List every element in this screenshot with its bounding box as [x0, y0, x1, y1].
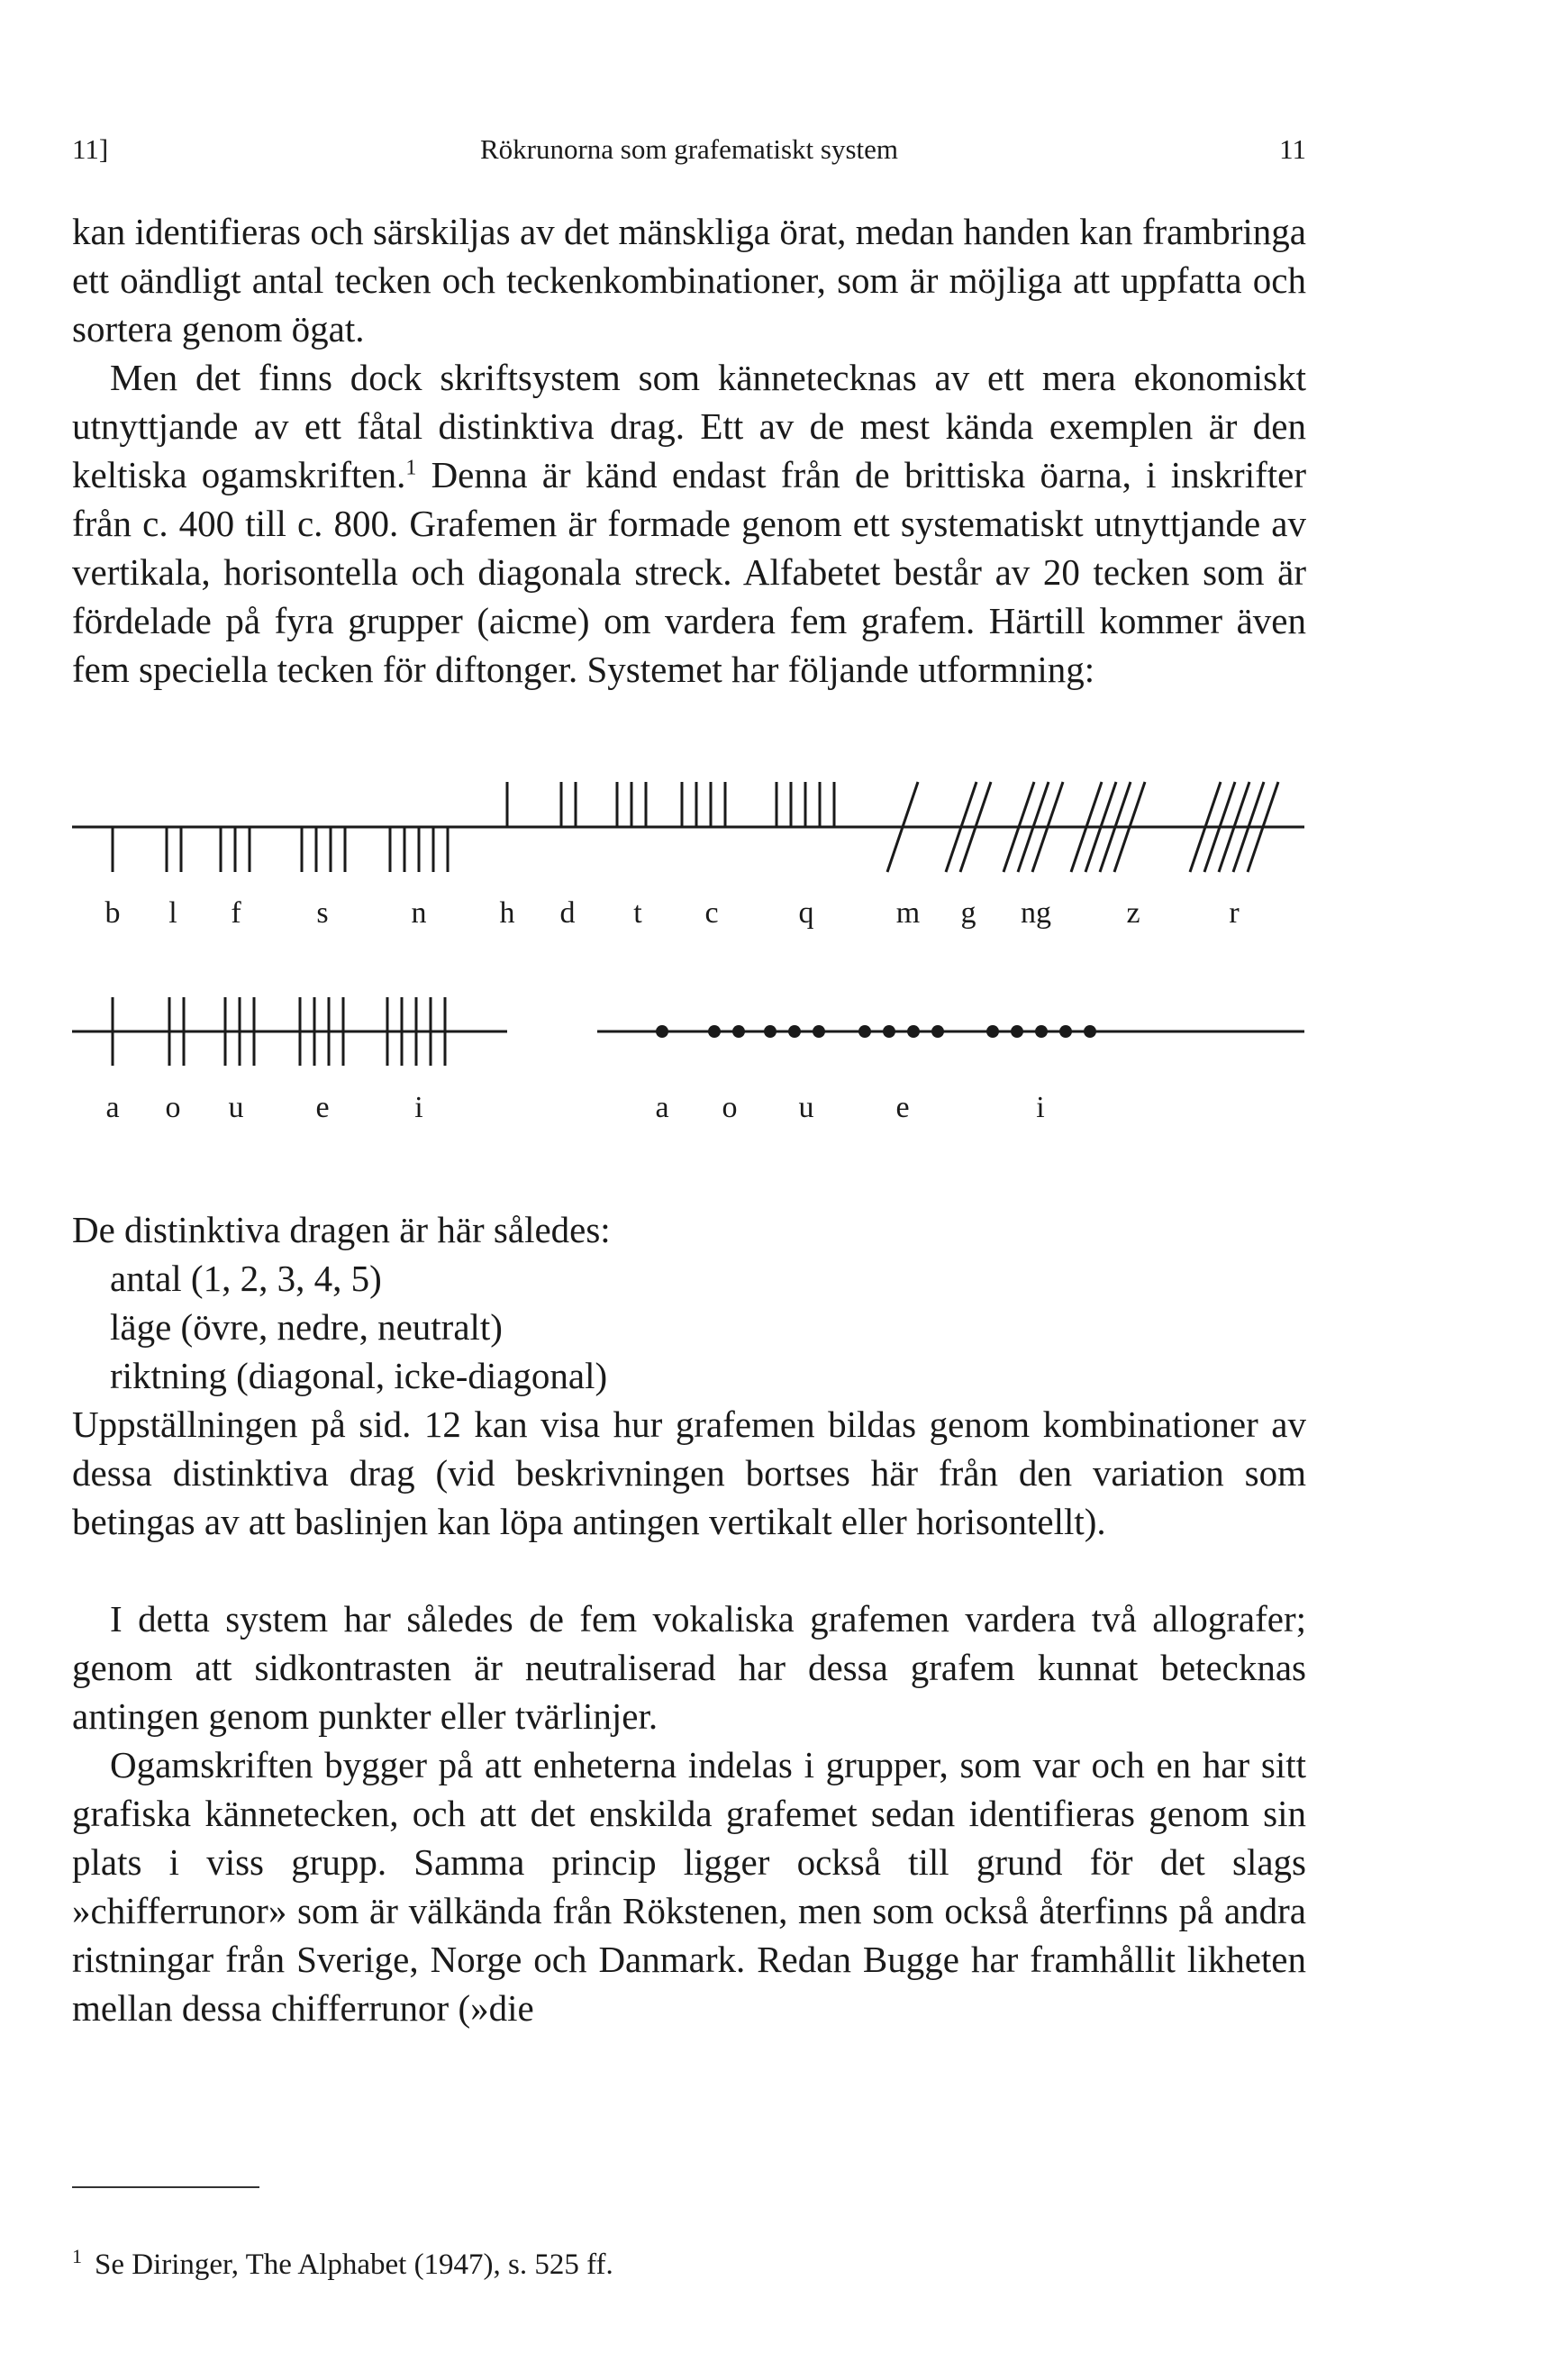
- section-marker: 11]: [72, 133, 109, 165]
- list-item: läge (övre, nedre, neutralt): [110, 1306, 503, 1348]
- paragraph-text: I detta system har således de fem vokaliska grafemen vardera två allografer; genom att sidkontrasten är neutraliserad har dessa grafem kunnat betecknas antingen genom punkter eller tvärlinjer.: [72, 1598, 1306, 1737]
- ogham-stroke: [1071, 782, 1102, 872]
- vowel-letter-label: u: [798, 1091, 814, 1124]
- ogham-letter-label: q: [798, 896, 814, 930]
- page-number: 11: [1279, 133, 1306, 165]
- ogham-letter-label: t: [633, 896, 642, 930]
- ogham-stroke: [960, 782, 991, 872]
- ogham-dot: [883, 1025, 895, 1038]
- paragraph: [72, 1400, 1306, 1546]
- footnote-reference: 1: [405, 456, 417, 480]
- ogham-dot: [907, 1025, 920, 1038]
- list-item: antal (1, 2, 3, 4, 5): [110, 1258, 382, 1299]
- paragraph: [72, 1740, 1306, 2032]
- ogham-dot: [1011, 1025, 1023, 1038]
- ogham-dot: [656, 1025, 668, 1038]
- ogham-stroke: [1032, 782, 1063, 872]
- ogham-dot: [788, 1025, 801, 1038]
- ogham-letter-label: l: [168, 896, 177, 930]
- ogham-letter-label: c: [704, 896, 719, 930]
- ogham-letter-label: b: [104, 896, 121, 930]
- paragraph: [72, 207, 1306, 353]
- paragraph-text-part: Men det finns dock skriftsystem som kännetecknas av ett mera ekonomiskt utnyttjande av ett fåtal distinktiva drag. Ett av de mest kända exemplen är den keltiska ogamskriften.: [72, 357, 1306, 495]
- paragraph-text: Ogamskriften bygger på att enheterna indelas i grupper, som var och en har sitt grafiska kännetecken, och att det enskilda grafemet sedan identifieras genom sin plats i viss grupp. Samma princip ligger också till grund för det slags »chifferrunor» som är välkända från Rökstenen, men som också återfinns på andra ristningar från Sverige, Norge och Danmark. Redan Bugge har framhållit likheten mellan dessa chifferrunor (»die: [72, 1744, 1306, 2029]
- ogham-stroke: [1233, 782, 1264, 872]
- ogham-dot: [986, 1025, 999, 1038]
- ogham-stroke: [1004, 782, 1034, 872]
- footnote: [72, 2247, 1306, 2283]
- running-head: [72, 133, 1306, 173]
- ogham-letter-label: r: [1229, 896, 1240, 930]
- paragraph-text: [72, 353, 1306, 694]
- ogham-dot: [764, 1025, 777, 1038]
- ogham-stroke: [1219, 782, 1249, 872]
- vowel-letter-label: o: [165, 1091, 181, 1124]
- distinctive-features-list: [72, 1205, 1306, 1400]
- footnote-separator: [72, 2186, 259, 2188]
- ogham-stroke: [1190, 782, 1221, 872]
- paragraph: [72, 1594, 1306, 1740]
- ogham-letter-label: s: [316, 896, 329, 930]
- ogham-stroke: [946, 782, 976, 872]
- paragraph-text: kan identifieras och särskiljas av det mänskliga örat, medan handen kan frambringa ett oändligt antal tecken och teckenkombinationer, som är möjliga att uppfatta och sortera genom ögat.: [72, 211, 1306, 350]
- ogham-stroke: [1204, 782, 1235, 872]
- ogham-dot: [858, 1025, 871, 1038]
- paragraph: [72, 353, 1306, 694]
- ogham-stroke: [1018, 782, 1049, 872]
- footnote-number: 1: [72, 2245, 82, 2267]
- ogham-dot: [1084, 1025, 1096, 1038]
- ogham-letter-label: h: [499, 896, 515, 930]
- vowel-letter-label: a: [655, 1091, 669, 1124]
- paragraph-text: Uppställningen på sid. 12 kan visa hur grafemen bildas genom kombinationer av dessa distinktiva drag (vid beskrivningen bortses här från den variation som betingas av att baslinjen kan löpa antingen vertikalt eller horisontellt).: [72, 1403, 1306, 1542]
- ogham-stroke: [1100, 782, 1131, 872]
- ogham-letter-label: d: [559, 896, 576, 930]
- vowel-letter-label: e: [315, 1091, 330, 1124]
- ogham-dot: [1059, 1025, 1072, 1038]
- ogham-letter-label: m: [895, 896, 921, 930]
- ogham-stroke: [887, 782, 918, 872]
- footnote-text: Se Diringer, The Alphabet (1947), s. 525 ff.: [95, 2248, 613, 2281]
- vowel-letter-label: i: [414, 1091, 423, 1124]
- vowel-letter-label: o: [722, 1091, 738, 1124]
- ogham-dot: [931, 1025, 944, 1038]
- list-item: riktning (diagonal, icke-diagonal): [110, 1355, 608, 1396]
- ogham-stroke: [1085, 782, 1116, 872]
- ogham-dot: [1035, 1025, 1048, 1038]
- ogham-dot: [732, 1025, 745, 1038]
- ogham-letter-label: z: [1126, 896, 1140, 930]
- ogham-stroke: [1248, 782, 1278, 872]
- vowel-letter-label: i: [1036, 1091, 1045, 1124]
- vowel-letter-label: u: [228, 1091, 244, 1124]
- paragraph-text-part: Denna är känd endast från de brittiska öarna, i inskrifter från c. 400 till c. 800. Grafemen är formade genom ett systematiskt utnyttjande av vertikala, horisontella och diagonala streck. Alfabetet består av 20 tecken som är fördelade på fyra grupper (aicme) om vardera fem grafem. Härtill kommer även fem speciella tecken för diftonger. Systemet har följande utformning:: [72, 454, 1306, 690]
- vowel-letter-label: a: [105, 1091, 120, 1124]
- ogham-stroke: [1114, 782, 1145, 872]
- ogham-letter-label: n: [411, 896, 427, 930]
- ogham-dot: [708, 1025, 721, 1038]
- running-title: Rökrunorna som grafematiskt system: [479, 133, 899, 165]
- ogham-letter-label: ng: [1021, 896, 1051, 930]
- vowel-letter-label: e: [895, 1091, 910, 1124]
- list-intro: De distinktiva dragen är här således:: [72, 1209, 611, 1250]
- ogham-dot: [813, 1025, 825, 1038]
- ogham-letter-label: f: [231, 896, 241, 930]
- ogham-letter-label: g: [960, 896, 976, 930]
